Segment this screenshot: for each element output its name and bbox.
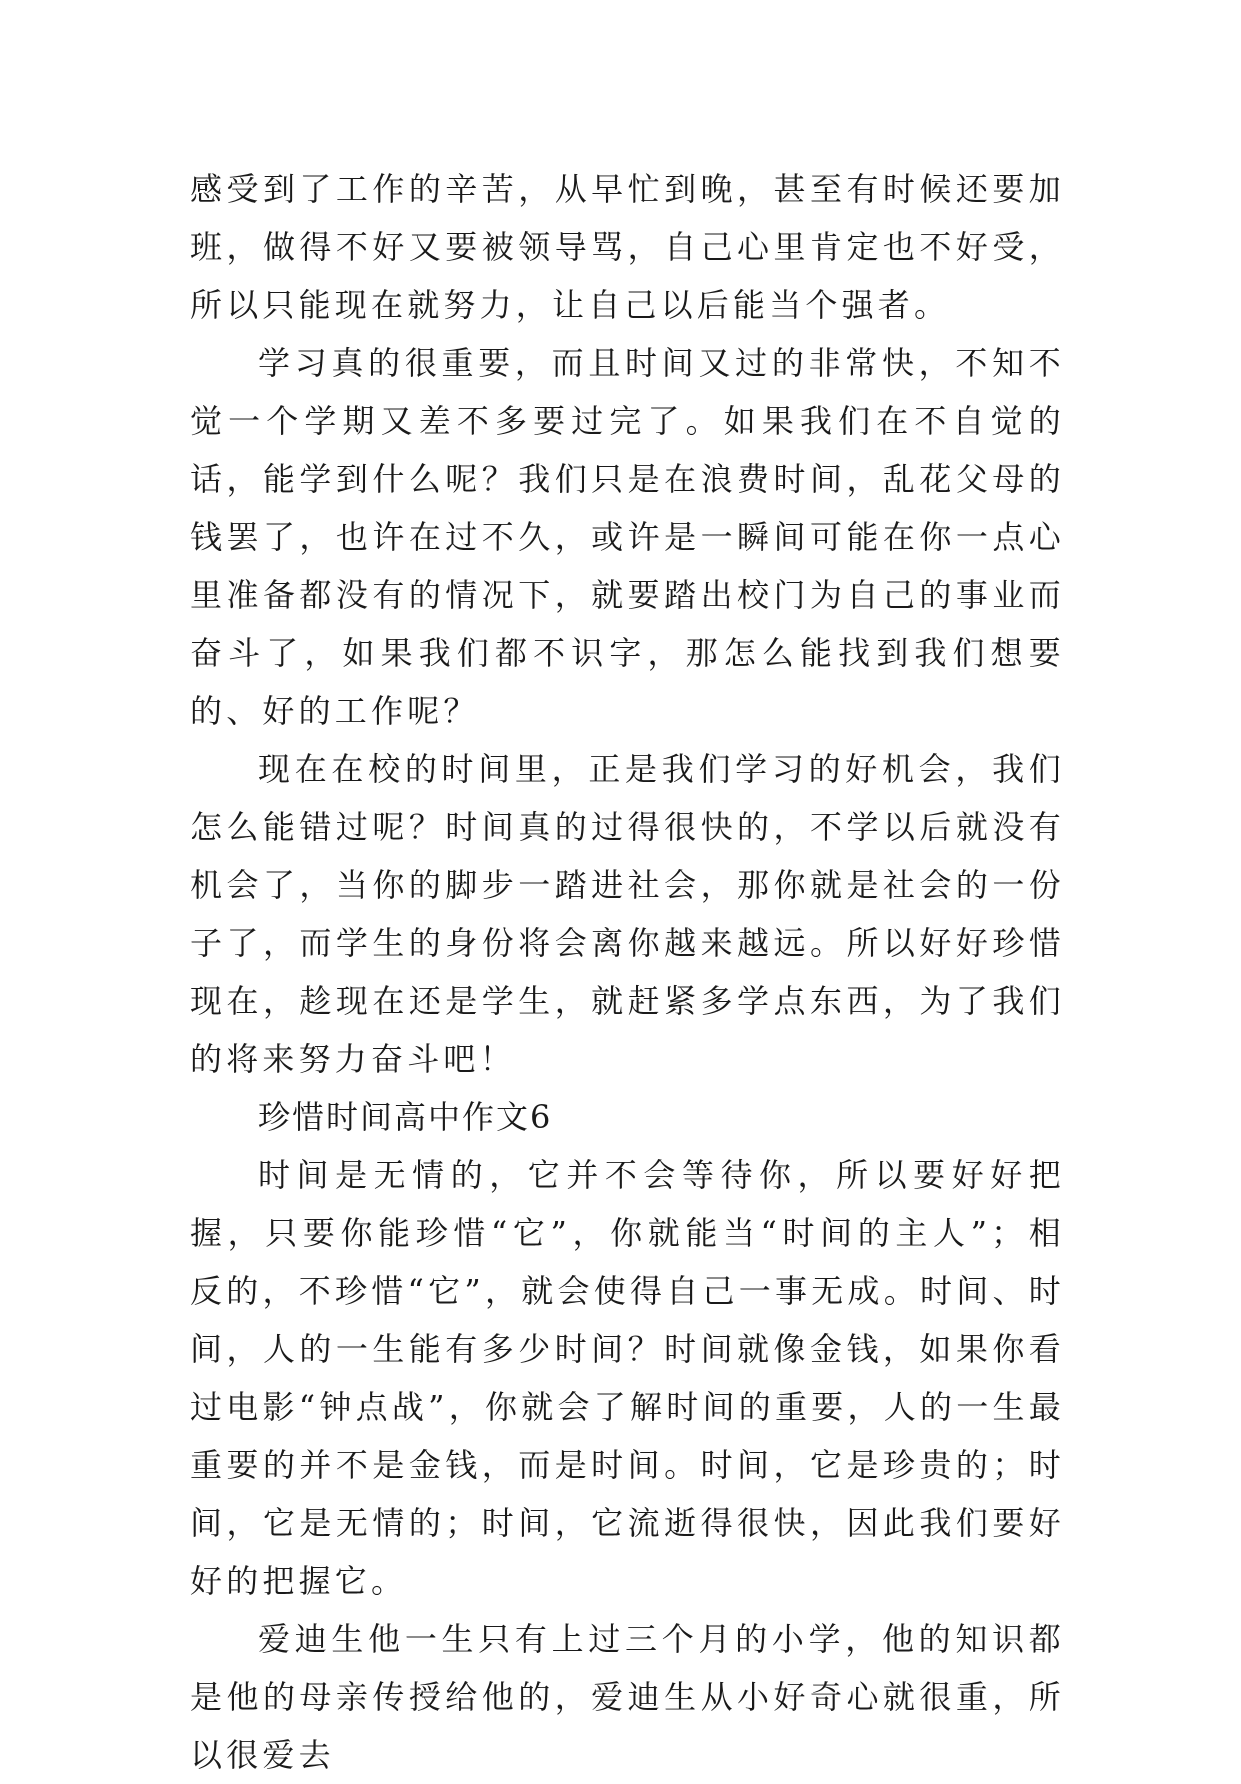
section-heading: 珍惜时间高中作文6 — [258, 1098, 553, 1136]
paragraph-5: 爱迪生他一生只有上过三个月的小学，他的知识都是他的母亲传授给他的，爱迪生从小好奇心就很重，所以很爱去 — [190, 1620, 1065, 1774]
paragraph-1: 感受到了工作的辛苦，从早忙到晚，甚至有时候还要加班，做得不好又要被领导骂，自己心里肯定也不好受，所以只能现在就努力，让自己以后能当个强者。 — [190, 170, 1065, 324]
paragraph-4: 时间是无情的，它并不会等待你，所以要好好把握，只要你能珍惜“它”，你就能当“时间的主人”；相反的，不珍惜“它”，就会使得自己一事无成。时间、时间，人的一生能有多少时间？时间就像金钱，如果你看过电影“钟点战”，你就会了解时间的重要，人的一生最重要的并不是金钱，而是时间。时间，它是珍贵的；时间，它是无情的；时间，它流逝得很快，因此我们要好好的把握它。 — [190, 1156, 1065, 1600]
document-body — [190, 160, 1065, 1784]
paragraph-2: 学习真的很重要，而且时间又过的非常快，不知不觉一个学期又差不多要过完了。如果我们在不自觉的话，能学到什么呢？我们只是在浪费时间，乱花父母的钱罢了，也许在过不久，或许是一瞬间可能在你一点心里准备都没有的情况下，就要踏出校门为自己的事业而奋斗了，如果我们都不识字，那怎么能找到我们想要的、好的工作呢？ — [190, 344, 1065, 730]
paragraph-3: 现在在校的时间里，正是我们学习的好机会，我们怎么能错过呢？时间真的过得很快的，不学以后就没有机会了，当你的脚步一踏进社会，那你就是社会的一份子了，而学生的身份将会离你越来越远。所以好好珍惜现在，趁现在还是学生，就赶紧多学点东西，为了我们的将来努力奋斗吧！ — [190, 750, 1065, 1078]
